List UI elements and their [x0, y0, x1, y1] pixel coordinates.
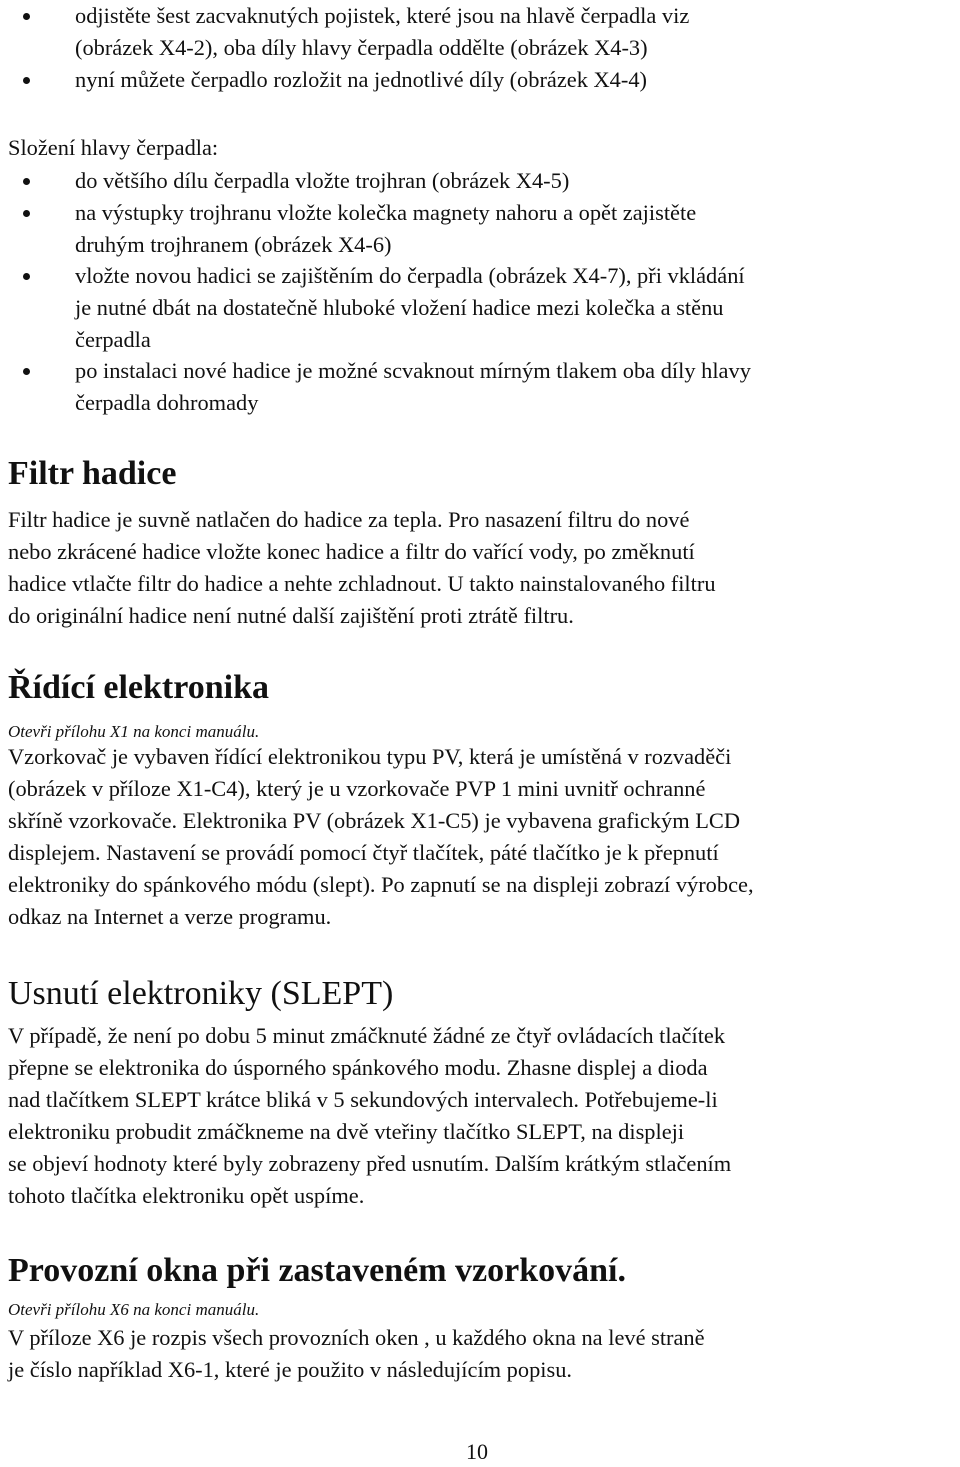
text-line: druhým trojhranem (obrázek X4-6): [75, 232, 392, 257]
text-line: je číslo například X6-1, které je použito v následujícím popisu.: [8, 1357, 572, 1382]
text-line: nyní můžete čerpadlo rozložit na jednotlivé díly (obrázek X4-4): [75, 67, 647, 92]
text-line: displejem. Nastavení se provádí pomocí čtyř tlačítek, páté tlačítko je k přepnutí: [8, 840, 719, 865]
text-line: hadice vtlačte filtr do hadice a nehte zchladnout. U takto nainstalovaného filtru: [8, 571, 716, 596]
bullet-dot-icon: [23, 368, 30, 375]
section-title-windows: Provozní okna při zastaveném vzorkování.: [8, 1252, 626, 1289]
text-line: vložte novou hadici se zajištěním do čerpadla (obrázek X4-7), při vkládání: [75, 263, 745, 288]
bullet-text: [75, 260, 745, 356]
appendix-note: Otevři přílohu X6 na konci manuálu.: [8, 1300, 260, 1319]
bullet-dot-icon: [23, 178, 30, 185]
text-line: tohoto tlačítka elektroniku opět uspíme.: [8, 1183, 365, 1208]
text-line: po instalaci nové hadice je možné scvaknout mírným tlakem oba díly hlavy: [75, 358, 751, 383]
text-line: V příloze X6 je rozpis všech provozních oken , u každého okna na levé straně: [8, 1325, 705, 1350]
sleep-paragraph: [8, 1020, 731, 1212]
control-paragraph: [8, 741, 754, 933]
bullet-text: [75, 355, 751, 419]
text-line: přepne se elektronika do úsporného spánkového modu. Zhasne displej a dioda: [8, 1055, 708, 1080]
text-line: se objeví hodnoty které byly zobrazeny před usnutím. Dalším krátkým stlačením: [8, 1151, 732, 1176]
text-line: odjistěte šest zacvaknutých pojistek, které jsou na hlavě čerpadla viz: [75, 3, 690, 28]
bullet-text: [75, 197, 696, 261]
windows-paragraph: [8, 1322, 705, 1386]
filter-paragraph: [8, 504, 716, 632]
text-line: Filtr hadice je suvně natlačen do hadice za tepla. Pro nasazení filtru do nové: [8, 507, 690, 532]
appendix-note: Otevři přílohu X1 na konci manuálu.: [8, 722, 260, 741]
text-line: do originální hadice není nutné další zajištění proti ztrátě filtru.: [8, 603, 574, 628]
bullet-dot-icon: [23, 77, 30, 84]
text-line: čerpadla: [75, 327, 151, 352]
section-title-control: Řídící elektronika: [8, 669, 269, 706]
bullet-text: [75, 0, 689, 64]
text-line: skříně vzorkovače. Elektronika PV (obrázek X1-C5) je vybavena grafickým LCD: [8, 808, 741, 833]
section-title-filter: Filtr hadice: [8, 455, 177, 492]
text-line: nebo zkrácené hadice vložte konec hadice a filtr do vařící vody, po změknutí: [8, 539, 695, 564]
bullet-dot-icon: [23, 273, 30, 280]
bullet-dot-icon: [23, 210, 30, 217]
text-line: (obrázek v příloze X1-C4), který je u vzorkovače PVP 1 mini uvnitř ochranné: [8, 776, 706, 801]
text-line: nad tlačítkem SLEPT krátce bliká v 5 sekundových intervalech. Potřebujeme-li: [8, 1087, 718, 1112]
text-line: do většího dílu čerpadla vložte trojhran (obrázek X4-5): [75, 168, 570, 193]
text-line: V případě, že není po dobu 5 minut zmáčknuté žádné ze čtyř ovládacích tlačítek: [8, 1023, 726, 1048]
bullet-text: [75, 64, 647, 96]
assembly-heading: Složení hlavy čerpadla:: [8, 135, 219, 160]
text-line: elektroniku probudit zmáčkneme na dvě vteřiny tlačítko SLEPT, na displeji: [8, 1119, 685, 1144]
bullet-text: [75, 165, 569, 197]
page-number: 10: [466, 1439, 488, 1464]
text-line: (obrázek X4-2), oba díly hlavy čerpadla oddělte (obrázek X4-3): [75, 35, 648, 60]
bullet-dot-icon: [23, 13, 30, 20]
section-title-sleep: Usnutí elektroniky (SLEPT): [8, 975, 394, 1012]
text-line: elektroniky do spánkového módu (slept). Po zapnutí se na displeji zobrazí výrobce,: [8, 872, 754, 897]
text-line: Vzorkovač je vybaven řídící elektronikou typu PV, která je umístěná v rozvaděči: [8, 744, 732, 769]
text-line: čerpadla dohromady: [75, 390, 259, 415]
text-line: na výstupky trojhranu vložte kolečka magnety nahoru a opět zajistěte: [75, 200, 697, 225]
text-line: odkaz na Internet a verze programu.: [8, 904, 332, 929]
text-line: je nutné dbát na dostatečně hluboké vložení hadice mezi kolečka a stěnu: [75, 295, 724, 320]
